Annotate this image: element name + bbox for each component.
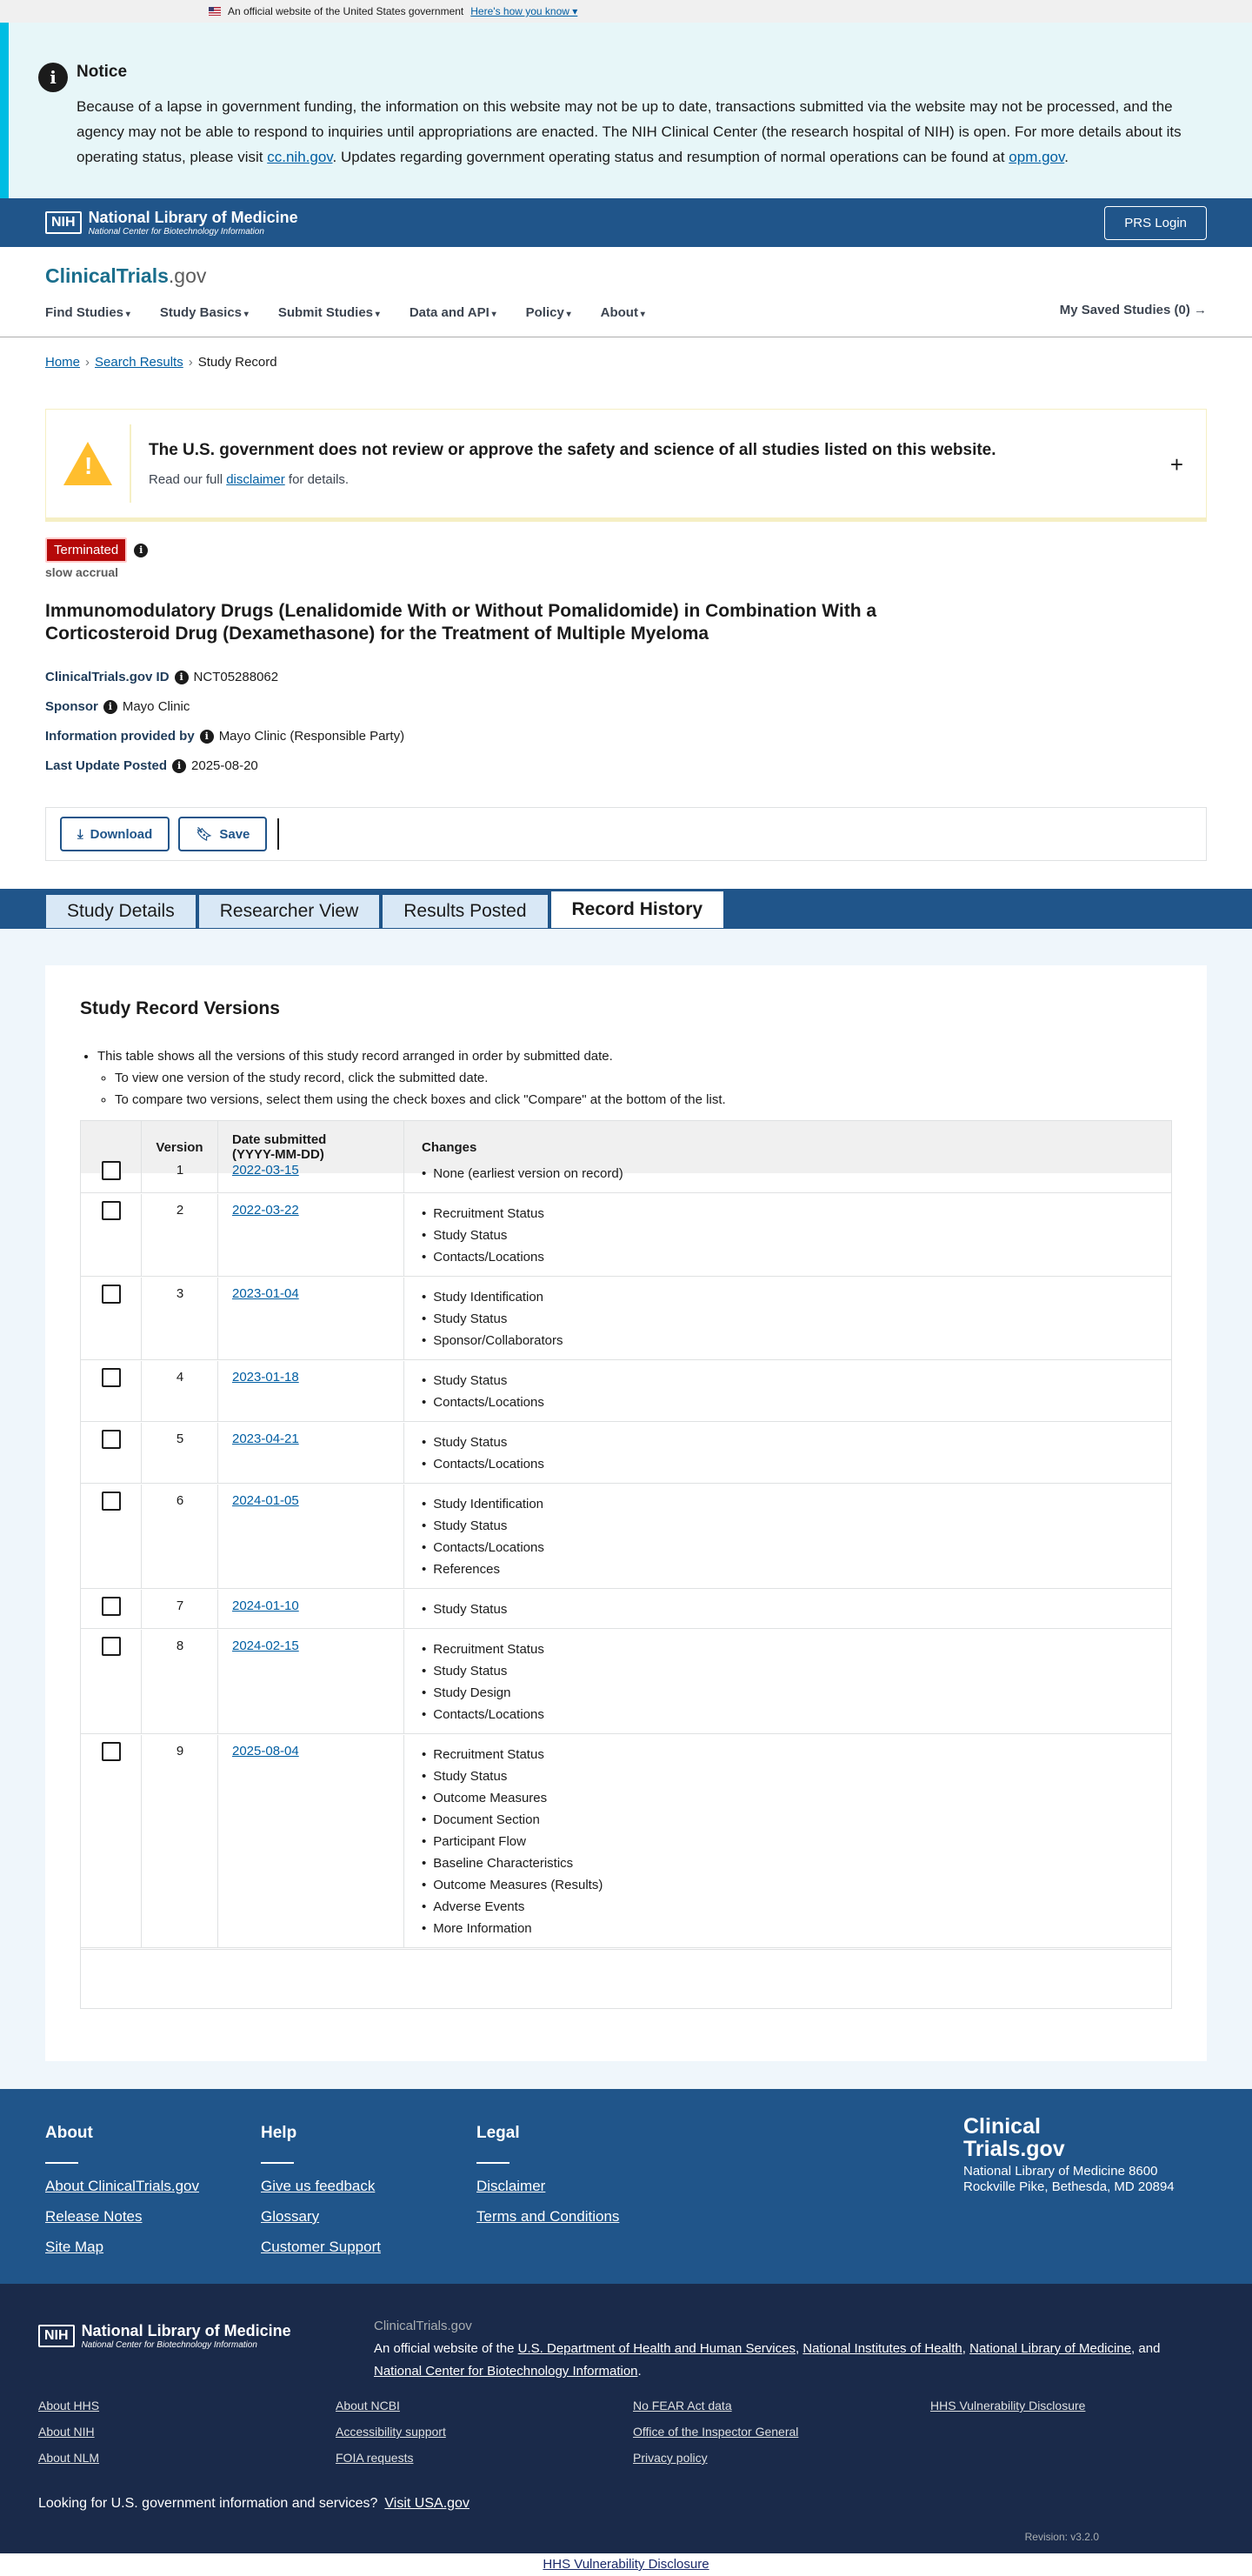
footer-logo[interactable]: Clinical Trials.gov [963, 2114, 1065, 2161]
revision-label: Revision: v3.2.0 [1024, 2531, 1099, 2543]
nlm-header [0, 198, 1252, 247]
study-id-row [45, 670, 278, 684]
gov-banner-text: An official website of the United States government [228, 5, 464, 17]
footer-glossary-link[interactable]: Glossary [261, 2208, 320, 2225]
info-provided-label: Information provided by [45, 729, 195, 744]
record-history-card [45, 965, 1207, 2061]
table-row [81, 1361, 1171, 1422]
table-row [81, 1154, 1171, 1193]
version-number: 1 [176, 1163, 184, 1178]
footer-release-notes-link[interactable]: Release Notes [45, 2208, 143, 2225]
change-item: • Baseline Characteristics [422, 1852, 603, 1874]
vulnerability-link[interactable]: HHS Vulnerability Disclosure [930, 2399, 1086, 2412]
status-info-icon[interactable]: i [134, 544, 148, 557]
privacy-link[interactable]: Privacy policy [633, 2451, 708, 2465]
disclaimer-headline: The U.S. government does not review or approve the safety and science of all studies listed on this website. [149, 440, 996, 459]
intro-text-view: ◦ To view one version of the study record, click the submitted date. [115, 1067, 1172, 1089]
study-actions [45, 807, 1207, 861]
notice-body: Because of a lapse in government funding, the information on this website may not be up to date, transactions submitted via the website may not be processed, and the agency may not be able to respond to inquiries until appropriations are enacted. The NIH Clinical Center (the research hospital of NIH) is open. For more details about its operating status, please visit cc.nih.gov. Updates regarding government operating status and resumption of normal operations can be found at opm.gov. [77, 98, 1182, 165]
footer-support-link[interactable]: Customer Support [261, 2239, 381, 2255]
bottom-vulnerability-link[interactable]: HHS Vulnerability Disclosure [543, 2557, 709, 2572]
version-number: 8 [176, 1638, 184, 1653]
version-date-link[interactable]: 2023-01-18 [232, 1370, 299, 1385]
nav-study-basics[interactable]: Study Basics ▾ [160, 305, 249, 320]
main-nav [45, 305, 1207, 320]
table-row [81, 1423, 1171, 1484]
status-row [45, 537, 148, 563]
change-item: • Contacts/Locations [422, 1704, 544, 1725]
about-ncbi-link[interactable]: About NCBI [336, 2399, 400, 2412]
footer-links-col-2 [336, 2399, 446, 2477]
about-nlm-link[interactable]: About NLM [38, 2451, 100, 2465]
footer [0, 2089, 1252, 2284]
version-date-link[interactable]: 2025-08-04 [232, 1744, 299, 1758]
disclaimer-banner [45, 409, 1207, 522]
changes-list [422, 1431, 544, 1475]
about-nih-link[interactable]: About NIH [38, 2425, 95, 2439]
table-row [81, 1194, 1171, 1277]
footer-links-col-3 [633, 2399, 798, 2477]
version-number: 4 [176, 1370, 184, 1385]
versions-table-body [81, 1163, 1171, 1956]
version-number: 9 [176, 1744, 184, 1758]
footer-address: National Library of Medicine 8600 Rockville Pike, Bethesda, MD 20894 [963, 2164, 1175, 2194]
cc-nih-link[interactable]: cc.nih.gov [267, 149, 333, 165]
nlm-name: National Library of Medicine [88, 209, 298, 226]
footer-official-text: ClinicalTrials.gov An official website of the U.S. Department of Health and Human Services, National Institutes of Health, National Library of Medicine, and National Center for Biotechnology Information. [374, 2315, 1209, 2383]
table-row [81, 1735, 1171, 1948]
info-icon: i [38, 63, 68, 92]
change-item: • Sponsor/Collaborators [422, 1330, 563, 1351]
version-number: 7 [176, 1598, 184, 1613]
changes-list [422, 1286, 563, 1351]
change-item: • Recruitment Status [422, 1638, 544, 1660]
change-item: • More Information [422, 1918, 603, 1939]
no-fear-link[interactable]: No FEAR Act data [633, 2399, 732, 2412]
tab-results-posted[interactable]: Results Posted [382, 894, 548, 929]
expand-icon[interactable]: + [1169, 451, 1183, 477]
changes-list [422, 1370, 544, 1413]
study-tabs [0, 889, 1252, 929]
change-item: • Document Section [422, 1809, 603, 1831]
record-versions-heading: Study Record Versions [80, 998, 280, 1018]
change-item: • Study Status [422, 1660, 544, 1682]
tab-study-details[interactable]: Study Details [45, 894, 196, 929]
accessibility-link[interactable]: Accessibility support [336, 2425, 446, 2439]
study-id-info-icon[interactable]: i [175, 671, 189, 684]
save-button[interactable]: 🔖︎ Save [178, 817, 267, 851]
record-intro [97, 1045, 1172, 1111]
footer-site-map-link[interactable]: Site Map [45, 2239, 104, 2255]
change-item: • Study Identification [422, 1493, 544, 1515]
table-row [81, 1590, 1171, 1629]
divider [277, 818, 279, 850]
version-date-link[interactable]: 2022-03-15 [232, 1163, 299, 1178]
version-checkbox[interactable] [102, 1492, 121, 1511]
footer-bottom [0, 2284, 1252, 2553]
warning-icon: ! [63, 442, 112, 485]
change-item: • Participant Flow [422, 1831, 603, 1852]
changes-list [422, 1493, 544, 1580]
version-date-link[interactable]: 2024-02-15 [232, 1638, 299, 1653]
table-row [81, 1485, 1171, 1589]
change-item: • Study Status [422, 1598, 507, 1620]
usa-gov-row: Looking for U.S. government information and services? Visit USA.gov [38, 2496, 470, 2511]
table-row [81, 1630, 1171, 1734]
version-date-link[interactable]: 2022-03-22 [232, 1203, 299, 1218]
version-checkbox[interactable] [102, 1201, 121, 1220]
version-checkbox[interactable] [102, 1742, 121, 1761]
nav-about[interactable]: About ▾ [601, 305, 645, 320]
tab-researcher-view[interactable]: Researcher View [198, 894, 381, 929]
changes-list [422, 1163, 623, 1185]
breadcrumb-current: Study Record [197, 355, 277, 370]
disclaimer-link[interactable]: disclaimer [226, 471, 285, 487]
footer-disclaimer-link[interactable]: Disclaimer [476, 2178, 546, 2194]
download-icon: ⤓ [77, 826, 83, 842]
prs-login-button[interactable]: PRS Login [1104, 206, 1207, 240]
footer-links-col-1 [38, 2399, 99, 2477]
disclaimer-text: Read our full disclaimer for details. [149, 471, 350, 487]
nav-find-studies[interactable]: Find Studies ▾ [45, 305, 130, 320]
version-checkbox[interactable] [102, 1285, 121, 1304]
version-number: 5 [176, 1431, 184, 1446]
info-provided-info-icon[interactable]: i [200, 730, 214, 744]
nih-logo-mark: NIH [45, 211, 82, 234]
footer-terms-link[interactable]: Terms and Conditions [476, 2208, 620, 2225]
change-item: • Study Status [422, 1765, 603, 1787]
col-version: Version [142, 1121, 218, 1173]
notice-title: Notice [77, 63, 128, 81]
study-id-value: NCT05288062 [193, 670, 279, 684]
nih-link[interactable]: National Institutes of Health [802, 2341, 962, 2356]
version-number: 2 [176, 1203, 184, 1218]
footer-nih-mark: NIH [38, 2325, 75, 2347]
last-update-row [45, 758, 258, 773]
col-date: Date submitted (YYYY-MM-DD) [218, 1121, 404, 1173]
info-provided-value: Mayo Clinic (Responsible Party) [218, 729, 405, 744]
heres-how-you-know-link[interactable]: Here's how you know ▾ [470, 5, 578, 17]
gov-banner [0, 0, 1252, 23]
intro-text-compare: ◦ To compare two versions, select them using the check boxes and click "Compare" at the bottom of the list. [115, 1089, 1172, 1111]
change-item: • Recruitment Status [422, 1744, 603, 1765]
changes-list [422, 1744, 603, 1939]
intro-text: • This table shows all the versions of this study record arranged in order by submitted date. [97, 1045, 1172, 1067]
table-row [81, 1278, 1171, 1360]
us-flag-icon [209, 7, 221, 16]
table-empty-space [81, 1949, 1171, 1950]
breadcrumb-home[interactable]: Home [45, 355, 81, 370]
change-item: • Outcome Measures (Results) [422, 1874, 603, 1896]
change-item: • Study Status [422, 1370, 544, 1391]
change-item: • Contacts/Locations [422, 1246, 544, 1268]
bookmark-icon: 🔖︎ [196, 827, 213, 842]
change-item: • Study Status [422, 1515, 544, 1537]
nav-policy[interactable]: Policy ▾ [526, 305, 571, 320]
study-id-label: ClinicalTrials.gov ID [45, 670, 170, 684]
ncbi-name: National Center for Biotechnology Information [88, 227, 264, 237]
change-item: • Study Status [422, 1225, 544, 1246]
footer-about-col [45, 2124, 199, 2269]
changes-list [422, 1638, 544, 1725]
hhs-link[interactable]: U.S. Department of Health and Human Services [517, 2341, 796, 2356]
my-saved-studies-link[interactable]: My Saved Studies (0) → [1059, 303, 1207, 317]
footer-legal-col [476, 2124, 619, 2239]
nav-data-and-api[interactable]: Data and API ▾ [410, 305, 496, 320]
nlm-logo[interactable] [45, 209, 298, 237]
info-provided-row [45, 729, 404, 744]
version-date-link[interactable]: 2023-04-21 [232, 1431, 299, 1446]
footer-help-col [261, 2124, 381, 2269]
about-hhs-link[interactable]: About HHS [38, 2399, 100, 2412]
versions-table [80, 1120, 1172, 2009]
footer-legal-heading: Legal [476, 2124, 520, 2142]
footer-ncbi-name: National Center for Biotechnology Information [81, 2340, 257, 2350]
usa-gov-link[interactable]: Visit USA.gov [384, 2496, 470, 2511]
footer-about-heading: About [45, 2124, 93, 2142]
version-checkbox[interactable] [102, 1597, 121, 1616]
change-item: • Study Status [422, 1431, 544, 1453]
change-item: • None (earliest version on record) [422, 1163, 623, 1185]
version-date-link[interactable]: 2024-01-10 [232, 1598, 299, 1613]
sponsor-value: Mayo Clinic [122, 699, 190, 714]
version-checkbox[interactable] [102, 1368, 121, 1387]
version-date-link[interactable]: 2024-01-05 [232, 1493, 299, 1508]
version-checkbox[interactable] [102, 1161, 121, 1180]
footer-site-label: ClinicalTrials.gov [374, 2319, 472, 2333]
sponsor-info-icon[interactable]: i [103, 700, 117, 714]
nav-submit-studies[interactable]: Submit Studies ▾ [278, 305, 380, 320]
version-number: 6 [176, 1493, 184, 1508]
status-badge: Terminated [45, 537, 127, 563]
footer-links-col-4 [930, 2399, 1085, 2425]
sponsor-row [45, 699, 190, 714]
footer-nlm-logo[interactable] [38, 2322, 291, 2350]
bottom-vulnerability-row [0, 2557, 1252, 2576]
tab-record-history[interactable]: Record History [550, 891, 725, 929]
opm-link[interactable]: opm.gov [1009, 149, 1065, 165]
last-update-info-icon[interactable]: i [172, 759, 186, 773]
status-reason: slow accrual [45, 565, 119, 579]
last-update-value: 2025-08-20 [191, 758, 258, 773]
nlm-link[interactable]: National Library of Medicine [969, 2341, 1132, 2356]
change-item: • Contacts/Locations [422, 1391, 544, 1413]
study-title: Immunomodulatory Drugs (Lenalidomide With or Without Pomalidomide) in Combination With a Corticosteroid Drug (Dexamethasone) for the Treatment of Multiple Myeloma [45, 601, 877, 644]
download-button[interactable]: ⤓ Download [60, 817, 170, 851]
oig-link[interactable]: Office of the Inspector General [633, 2425, 799, 2439]
change-item: • Recruitment Status [422, 1203, 544, 1225]
change-item: • Contacts/Locations [422, 1537, 544, 1558]
version-checkbox[interactable] [102, 1430, 121, 1449]
sponsor-label: Sponsor [45, 699, 98, 714]
ncbi-link[interactable]: National Center for Biotechnology Information [374, 2364, 638, 2379]
footer-about-ct-link[interactable]: About ClinicalTrials.gov [45, 2178, 199, 2194]
changes-list [422, 1203, 544, 1268]
version-checkbox[interactable] [102, 1637, 121, 1656]
change-item: • Outcome Measures [422, 1787, 603, 1809]
version-number: 3 [176, 1286, 184, 1301]
shutdown-notice [0, 23, 1252, 198]
breadcrumb: Home › Search Results › Study Record [45, 355, 277, 370]
breadcrumb-search-results[interactable]: Search Results [95, 355, 183, 370]
site-header [0, 247, 1252, 337]
change-item: • References [422, 1558, 544, 1580]
change-item: • Study Design [422, 1682, 544, 1704]
foia-link[interactable]: FOIA requests [336, 2451, 414, 2465]
footer-brand [963, 2115, 1189, 2195]
change-item: • Adverse Events [422, 1896, 603, 1918]
footer-feedback-link[interactable]: Give us feedback [261, 2178, 376, 2194]
change-item: • Study Identification [422, 1286, 563, 1308]
footer-help-heading: Help [261, 2124, 297, 2142]
site-logo[interactable]: ClinicalTrials.gov [45, 264, 207, 287]
changes-list [422, 1598, 507, 1620]
version-date-link[interactable]: 2023-01-04 [232, 1286, 299, 1301]
col-changes: Changes [422, 1139, 477, 1155]
change-item: • Contacts/Locations [422, 1453, 544, 1475]
change-item: • Study Status [422, 1308, 563, 1330]
footer-nlm-name: National Library of Medicine [81, 2322, 291, 2339]
last-update-label: Last Update Posted [45, 758, 168, 773]
